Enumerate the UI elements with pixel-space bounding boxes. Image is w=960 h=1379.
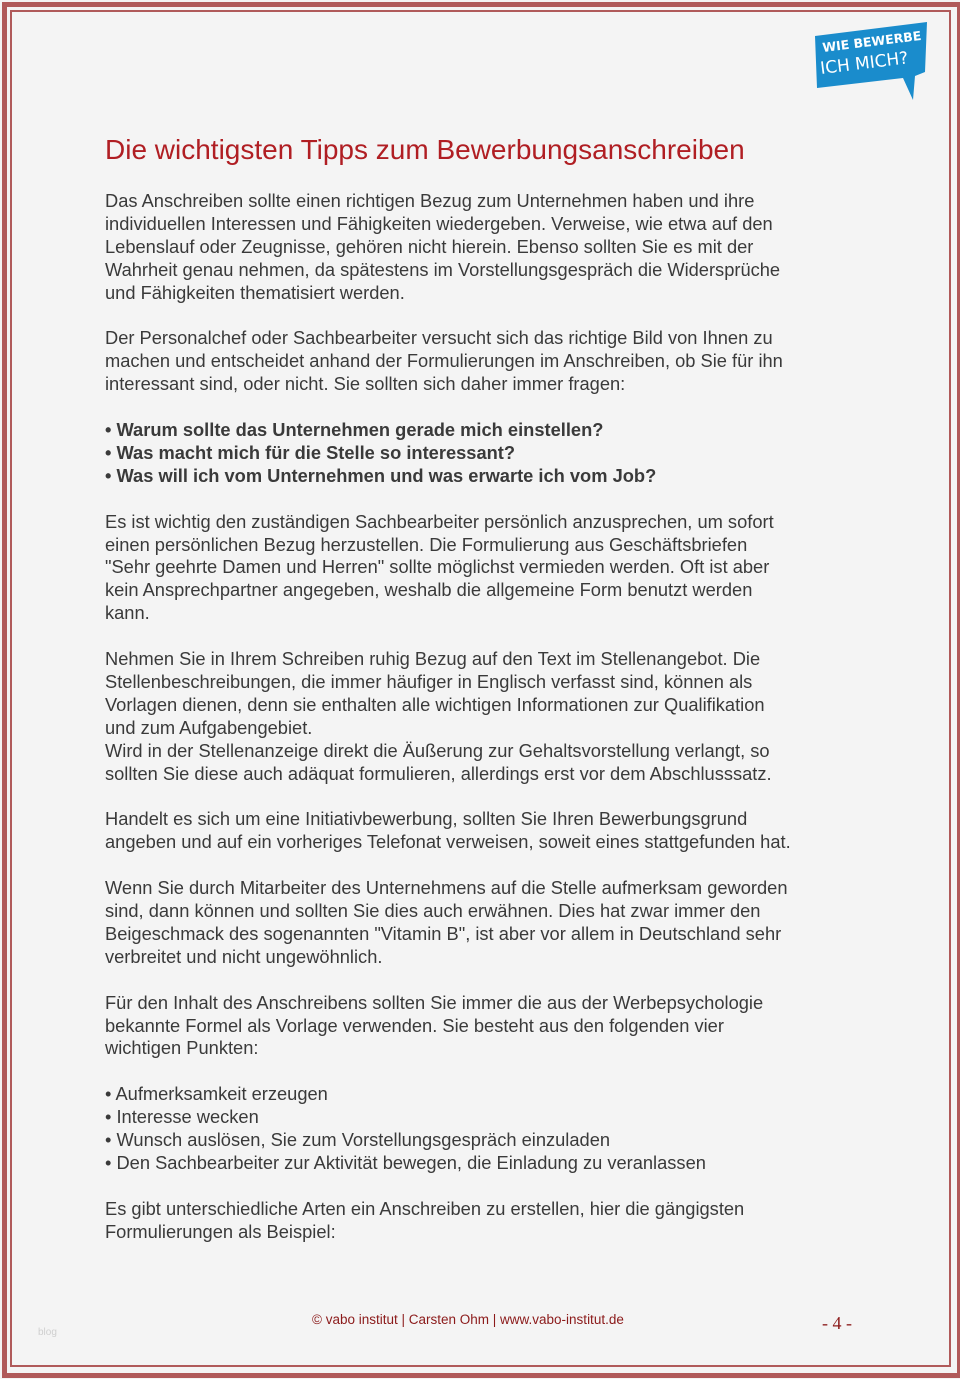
- text-line: • Was macht mich für die Stelle so interessant?: [105, 441, 516, 463]
- svg-text:WIE BEWERBE: WIE BEWERBE: [821, 27, 923, 55]
- text-line: individuellen Interessen und Fähigkeiten wiedergeben. Verweise, wie etwa auf den: [105, 212, 773, 234]
- paragraph: [105, 808, 791, 854]
- paragraph: [105, 992, 791, 1061]
- text-line: machen und entscheidet anhand der Formulierungen im Anschreiben, ob Sie für ihn: [105, 350, 783, 372]
- text-line: kann.: [105, 602, 150, 624]
- text-line: angeben und auf ein vorheriges Telefonat verweisen, soweit eines stattgefunden hat.: [105, 831, 791, 853]
- watermark: blog: [38, 1327, 57, 1338]
- paragraph-gap: [105, 969, 791, 992]
- text-line: interessant sind, oder nicht. Sie sollten sich daher immer fragen:: [105, 373, 626, 395]
- footer-credit: © vabo institut | Carsten Ohm | www.vabo-institut.de: [312, 1312, 624, 1327]
- paragraph: [105, 1198, 791, 1244]
- paragraph: [105, 327, 791, 396]
- paragraph-gap: [105, 854, 791, 877]
- text-line: Beigeschmack des sogenannten "Vitamin B", ist aber vor allem in Deutschland sehr: [105, 922, 782, 944]
- text-line: • Aufmerksamkeit erzeugen: [105, 1083, 328, 1105]
- paragraph-gap: [105, 625, 791, 648]
- text-line: Nehmen Sie in Ihrem Schreiben ruhig Bezug auf den Text im Stellenangebot. Die: [105, 648, 761, 670]
- paragraph-gap: [105, 1175, 791, 1198]
- paragraph: [105, 190, 791, 305]
- paragraph-gap: [105, 488, 791, 511]
- text-line: und Fähigkeiten thematisiert werden.: [105, 281, 405, 303]
- paragraph-gap: [105, 1060, 791, 1083]
- paragraph-gap: [105, 396, 791, 419]
- text-line: Es ist wichtig den zuständigen Sachbearbeiter persönlich anzusprechen, um sofort: [105, 510, 774, 532]
- text-line: Handelt es sich um eine Initiativbewerbung, sollten Sie Ihren Bewerbungsgrund: [105, 808, 748, 830]
- text-line: kein Ansprechpartner angegeben, weshalb die allgemeine Form benutzt werden: [105, 579, 753, 601]
- text-line: Stellenbeschreibungen, die immer häufiger in Englisch verfasst sind, können als: [105, 670, 753, 692]
- paragraph-gap: [105, 786, 791, 809]
- text-line: Formulierungen als Beispiel:: [105, 1220, 336, 1242]
- text-line: • Warum sollte das Unternehmen gerade mich einstellen?: [105, 419, 604, 441]
- text-line: Lebenslauf oder Zeugnisse, gehören nicht hierein. Ebenso sollten Sie es mit der: [105, 235, 754, 257]
- text-line: Wird in der Stellenanzeige direkt die Äußerung zur Gehaltsvorstellung verlangt, so: [105, 739, 770, 761]
- text-line: wichtigen Punkten:: [105, 1037, 259, 1059]
- page-number: - 4 -: [822, 1313, 852, 1333]
- text-line: • Was will ich vom Unternehmen und was erwarte ich vom Job?: [105, 464, 657, 486]
- text-line: Es gibt unterschiedliche Arten ein Anschreiben zu erstellen, hier die gängigsten: [105, 1197, 745, 1219]
- text-line: Wenn Sie durch Mitarbeiter des Unternehmens auf die Stelle aufmerksam geworden: [105, 877, 788, 899]
- text-line: Für den Inhalt des Anschreibens sollten Sie immer die aus der Werbepsychologie: [105, 991, 764, 1013]
- paragraph-gap: [105, 305, 791, 328]
- paragraph: [105, 1083, 791, 1175]
- text-line: Wahrheit genau nehmen, da spätestens im Vorstellungsgespräch die Widersprüche: [105, 258, 781, 280]
- wie-bewerbe-ich-mich-logo: [815, 22, 933, 102]
- paragraph: [105, 648, 791, 785]
- text-line: bekannte Formel als Vorlage verwenden. Sie besteht aus den folgenden vier: [105, 1014, 724, 1036]
- text-line: und zum Aufgabengebiet.: [105, 716, 313, 738]
- body-text: [105, 190, 791, 1244]
- text-line: • Wunsch auslösen, Sie zum Vorstellungsgespräch einzuladen: [105, 1129, 611, 1151]
- paragraph: [105, 511, 791, 626]
- text-line: sind, dann können und sollten Sie dies auch erwähnen. Dies hat zwar immer den: [105, 900, 761, 921]
- svg-text:ICH MICH?: ICH MICH?: [819, 48, 910, 79]
- text-line: einen persönlichen Bezug herzustellen. Die Formulierung aus Geschäftsbriefen: [105, 533, 748, 555]
- text-line: Das Anschreiben sollte einen richtigen Bezug zum Unternehmen haben und ihre: [105, 190, 755, 211]
- text-line: verbreitet und nicht ungewöhnlich.: [105, 945, 383, 967]
- text-line: Der Personalchef oder Sachbearbeiter versucht sich das richtige Bild von Ihnen zu: [105, 327, 773, 349]
- text-line: "Sehr geehrte Damen und Herren" sollte möglichst vermieden werden. Oft ist aber: [105, 556, 770, 578]
- paragraph: [105, 877, 791, 969]
- text-line: • Interesse wecken: [105, 1106, 259, 1128]
- text-line: • Den Sachbearbeiter zur Aktivität bewegen, die Einladung zu veranlassen: [105, 1151, 706, 1173]
- text-line: Vorlagen dienen, denn sie enthalten alle wichtigen Informationen zur Qualifikation: [105, 693, 765, 715]
- page-title: Die wichtigsten Tipps zum Bewerbungsanschreiben: [105, 134, 745, 165]
- text-line: sollten Sie diese auch adäquat formulieren, allerdings erst vor dem Abschlusssatz.: [105, 762, 772, 784]
- paragraph: [105, 419, 791, 488]
